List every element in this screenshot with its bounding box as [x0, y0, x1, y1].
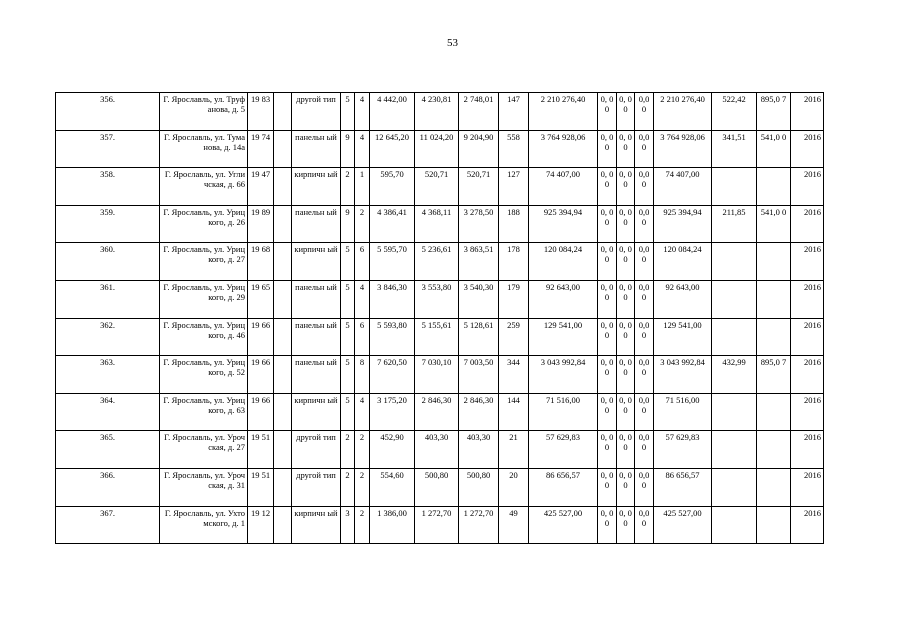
empty-cell	[274, 280, 292, 318]
area-total-cell: 554,60	[370, 468, 415, 506]
area-total-cell: 595,70	[370, 168, 415, 206]
fund-1-cell: 0, 0 0	[598, 205, 617, 243]
entrances-cell: 4	[355, 93, 370, 131]
floors-cell: 5	[341, 318, 355, 356]
tariff-cell	[757, 468, 791, 506]
residents-cell: 178	[499, 243, 529, 281]
tariff-cell	[757, 393, 791, 431]
row-number: 360.	[56, 243, 160, 281]
tariff-cell	[757, 243, 791, 281]
plan-year-cell: 2016	[791, 168, 824, 206]
address-cell: Г. Ярославль, ул. Труфанова, д. 5	[160, 93, 248, 131]
table-row	[56, 468, 824, 506]
cost-cell: 74 407,00	[529, 168, 598, 206]
rate-cell: 432,99	[712, 356, 757, 394]
build-year-cell: 19 66	[248, 393, 274, 431]
rate-cell	[712, 431, 757, 469]
area-residential-cell: 3 278,50	[459, 205, 499, 243]
table-row	[56, 205, 824, 243]
fund-2-cell: 0, 0 0	[617, 280, 635, 318]
wall-material-cell: другой тип	[292, 431, 341, 469]
area-living-cell: 5 155,61	[415, 318, 459, 356]
address-cell: Г. Ярославль, ул. Урицкого, д. 27	[160, 243, 248, 281]
wall-material-cell: панельн ый	[292, 356, 341, 394]
tariff-cell	[757, 506, 791, 544]
fund-3-cell: 0,0 0	[635, 431, 654, 469]
wall-material-cell: кирпичн ый	[292, 243, 341, 281]
build-year-cell: 19 12	[248, 506, 274, 544]
fund-3-cell: 0,0 0	[635, 93, 654, 131]
fund-2-cell: 0, 0 0	[617, 93, 635, 131]
fund-1-cell: 0, 0 0	[598, 280, 617, 318]
area-residential-cell: 2 748,01	[459, 93, 499, 131]
tariff-cell: 895,0 7	[757, 93, 791, 131]
address-cell: Г. Ярославль, ул. Урицкого, д. 29	[160, 280, 248, 318]
area-total-cell: 3 846,30	[370, 280, 415, 318]
cost-cell: 120 084,24	[529, 243, 598, 281]
area-living-cell: 500,80	[415, 468, 459, 506]
cost-total-cell: 71 516,00	[654, 393, 712, 431]
cost-total-cell: 129 541,00	[654, 318, 712, 356]
build-year-cell: 19 83	[248, 93, 274, 131]
rate-cell	[712, 168, 757, 206]
build-year-cell: 19 47	[248, 168, 274, 206]
fund-3-cell: 0,0 0	[635, 205, 654, 243]
area-total-cell: 3 175,20	[370, 393, 415, 431]
fund-2-cell: 0, 0 0	[617, 356, 635, 394]
floors-cell: 2	[341, 468, 355, 506]
tariff-cell	[757, 168, 791, 206]
cost-total-cell: 57 629,83	[654, 431, 712, 469]
area-residential-cell: 7 003,50	[459, 356, 499, 394]
area-living-cell: 2 846,30	[415, 393, 459, 431]
empty-cell	[274, 130, 292, 168]
empty-cell	[274, 468, 292, 506]
area-total-cell: 5 595,70	[370, 243, 415, 281]
entrances-cell: 4	[355, 280, 370, 318]
table-row	[56, 356, 824, 394]
cost-cell: 425 527,00	[529, 506, 598, 544]
empty-cell	[274, 393, 292, 431]
entrances-cell: 6	[355, 243, 370, 281]
entrances-cell: 4	[355, 393, 370, 431]
fund-1-cell: 0, 0 0	[598, 431, 617, 469]
cost-total-cell: 2 210 276,40	[654, 93, 712, 131]
entrances-cell: 2	[355, 205, 370, 243]
fund-3-cell: 0,0 0	[635, 468, 654, 506]
rate-cell	[712, 468, 757, 506]
cost-cell: 86 656,57	[529, 468, 598, 506]
area-living-cell: 520,71	[415, 168, 459, 206]
plan-year-cell: 2016	[791, 431, 824, 469]
cost-total-cell: 3 764 928,06	[654, 130, 712, 168]
fund-3-cell: 0,0 0	[635, 393, 654, 431]
fund-3-cell: 0,0 0	[635, 168, 654, 206]
fund-2-cell: 0, 0 0	[617, 431, 635, 469]
residents-cell: 147	[499, 93, 529, 131]
fund-2-cell: 0, 0 0	[617, 243, 635, 281]
area-residential-cell: 3 863,51	[459, 243, 499, 281]
cost-cell: 2 210 276,40	[529, 93, 598, 131]
fund-1-cell: 0, 0 0	[598, 318, 617, 356]
residents-cell: 144	[499, 393, 529, 431]
row-number: 366.	[56, 468, 160, 506]
row-number: 356.	[56, 93, 160, 131]
tariff-cell: 541,0 0	[757, 130, 791, 168]
fund-1-cell: 0, 0 0	[598, 506, 617, 544]
residents-cell: 20	[499, 468, 529, 506]
plan-year-cell: 2016	[791, 205, 824, 243]
fund-3-cell: 0,0 0	[635, 318, 654, 356]
area-living-cell: 11 024,20	[415, 130, 459, 168]
fund-3-cell: 0,0 0	[635, 130, 654, 168]
plan-year-cell: 2016	[791, 356, 824, 394]
plan-year-cell: 2016	[791, 506, 824, 544]
area-living-cell: 5 236,61	[415, 243, 459, 281]
empty-cell	[274, 93, 292, 131]
residents-cell: 188	[499, 205, 529, 243]
wall-material-cell: другой тип	[292, 93, 341, 131]
residents-cell: 49	[499, 506, 529, 544]
address-cell: Г. Ярославль, ул. Урицкого, д. 52	[160, 356, 248, 394]
cost-cell: 57 629,83	[529, 431, 598, 469]
address-cell: Г. Ярославль, ул. Туманова, д. 14а	[160, 130, 248, 168]
table-row	[56, 130, 824, 168]
cost-total-cell: 92 643,00	[654, 280, 712, 318]
tariff-cell	[757, 431, 791, 469]
residents-cell: 21	[499, 431, 529, 469]
housing-register-table	[55, 92, 824, 544]
row-number: 362.	[56, 318, 160, 356]
fund-3-cell: 0,0 0	[635, 506, 654, 544]
floors-cell: 5	[341, 280, 355, 318]
fund-1-cell: 0, 0 0	[598, 130, 617, 168]
entrances-cell: 2	[355, 431, 370, 469]
table-row	[56, 93, 824, 131]
entrances-cell: 2	[355, 468, 370, 506]
empty-cell	[274, 318, 292, 356]
fund-2-cell: 0, 0 0	[617, 468, 635, 506]
wall-material-cell: кирпичн ый	[292, 393, 341, 431]
build-year-cell: 19 51	[248, 468, 274, 506]
cost-cell: 3 043 992,84	[529, 356, 598, 394]
plan-year-cell: 2016	[791, 318, 824, 356]
cost-total-cell: 425 527,00	[654, 506, 712, 544]
wall-material-cell: панельн ый	[292, 130, 341, 168]
rate-cell	[712, 393, 757, 431]
fund-1-cell: 0, 0 0	[598, 243, 617, 281]
cost-total-cell: 3 043 992,84	[654, 356, 712, 394]
floors-cell: 9	[341, 205, 355, 243]
rate-cell	[712, 243, 757, 281]
rate-cell	[712, 280, 757, 318]
build-year-cell: 19 65	[248, 280, 274, 318]
area-living-cell: 4 368,11	[415, 205, 459, 243]
address-cell: Г. Ярославль, ул. Урочская, д. 27	[160, 431, 248, 469]
area-living-cell: 3 553,80	[415, 280, 459, 318]
page-number: 53	[447, 37, 458, 49]
area-living-cell: 4 230,81	[415, 93, 459, 131]
area-living-cell: 7 030,10	[415, 356, 459, 394]
fund-3-cell: 0,0 0	[635, 280, 654, 318]
row-number: 363.	[56, 356, 160, 394]
area-total-cell: 5 593,80	[370, 318, 415, 356]
table-row	[56, 506, 824, 544]
row-number: 359.	[56, 205, 160, 243]
row-number: 357.	[56, 130, 160, 168]
row-number: 361.	[56, 280, 160, 318]
empty-cell	[274, 356, 292, 394]
build-year-cell: 19 89	[248, 205, 274, 243]
rate-cell: 522,42	[712, 93, 757, 131]
rate-cell: 341,51	[712, 130, 757, 168]
fund-2-cell: 0, 0 0	[617, 168, 635, 206]
tariff-cell: 895,0 7	[757, 356, 791, 394]
floors-cell: 5	[341, 93, 355, 131]
fund-2-cell: 0, 0 0	[617, 506, 635, 544]
tariff-cell	[757, 318, 791, 356]
address-cell: Г. Ярославль, ул. Урочская, д. 31	[160, 468, 248, 506]
build-year-cell: 19 66	[248, 356, 274, 394]
cost-cell: 925 394,94	[529, 205, 598, 243]
entrances-cell: 4	[355, 130, 370, 168]
floors-cell: 9	[341, 130, 355, 168]
plan-year-cell: 2016	[791, 468, 824, 506]
tariff-cell	[757, 280, 791, 318]
build-year-cell: 19 74	[248, 130, 274, 168]
plan-year-cell: 2016	[791, 243, 824, 281]
floors-cell: 2	[341, 431, 355, 469]
wall-material-cell: кирпичн ый	[292, 506, 341, 544]
area-total-cell: 452,90	[370, 431, 415, 469]
plan-year-cell: 2016	[791, 393, 824, 431]
fund-2-cell: 0, 0 0	[617, 205, 635, 243]
fund-3-cell: 0,0 0	[635, 356, 654, 394]
entrances-cell: 2	[355, 506, 370, 544]
fund-2-cell: 0, 0 0	[617, 130, 635, 168]
floors-cell: 2	[341, 168, 355, 206]
area-residential-cell: 5 128,61	[459, 318, 499, 356]
rate-cell	[712, 318, 757, 356]
empty-cell	[274, 506, 292, 544]
rate-cell: 211,85	[712, 205, 757, 243]
address-cell: Г. Ярославль, ул. Урицкого, д. 26	[160, 205, 248, 243]
plan-year-cell: 2016	[791, 130, 824, 168]
residents-cell: 179	[499, 280, 529, 318]
residents-cell: 259	[499, 318, 529, 356]
floors-cell: 5	[341, 243, 355, 281]
empty-cell	[274, 431, 292, 469]
fund-1-cell: 0, 0 0	[598, 168, 617, 206]
fund-1-cell: 0, 0 0	[598, 356, 617, 394]
empty-cell	[274, 168, 292, 206]
empty-cell	[274, 205, 292, 243]
cost-cell: 92 643,00	[529, 280, 598, 318]
cost-total-cell: 925 394,94	[654, 205, 712, 243]
table-row	[56, 168, 824, 206]
area-total-cell: 12 645,20	[370, 130, 415, 168]
table-row	[56, 431, 824, 469]
wall-material-cell: панельн ый	[292, 280, 341, 318]
floors-cell: 5	[341, 356, 355, 394]
area-residential-cell: 2 846,30	[459, 393, 499, 431]
wall-material-cell: другой тип	[292, 468, 341, 506]
row-number: 365.	[56, 431, 160, 469]
area-residential-cell: 9 204,90	[459, 130, 499, 168]
address-cell: Г. Ярославль, ул. Урицкого, д. 46	[160, 318, 248, 356]
residents-cell: 558	[499, 130, 529, 168]
residents-cell: 344	[499, 356, 529, 394]
area-total-cell: 1 386,00	[370, 506, 415, 544]
area-total-cell: 4 442,00	[370, 93, 415, 131]
cost-total-cell: 74 407,00	[654, 168, 712, 206]
area-living-cell: 403,30	[415, 431, 459, 469]
table-row	[56, 280, 824, 318]
fund-1-cell: 0, 0 0	[598, 393, 617, 431]
cost-cell: 3 764 928,06	[529, 130, 598, 168]
floors-cell: 3	[341, 506, 355, 544]
table-row	[56, 393, 824, 431]
area-residential-cell: 520,71	[459, 168, 499, 206]
rate-cell	[712, 506, 757, 544]
fund-3-cell: 0,0 0	[635, 243, 654, 281]
address-cell: Г. Ярославль, ул. Урицкого, д. 63	[160, 393, 248, 431]
build-year-cell: 19 51	[248, 431, 274, 469]
area-residential-cell: 403,30	[459, 431, 499, 469]
row-number: 367.	[56, 506, 160, 544]
cost-cell: 129 541,00	[529, 318, 598, 356]
fund-1-cell: 0, 0 0	[598, 93, 617, 131]
table-row	[56, 318, 824, 356]
cost-cell: 71 516,00	[529, 393, 598, 431]
wall-material-cell: кирпичн ый	[292, 168, 341, 206]
area-residential-cell: 500,80	[459, 468, 499, 506]
residents-cell: 127	[499, 168, 529, 206]
wall-material-cell: панельн ый	[292, 205, 341, 243]
area-total-cell: 7 620,50	[370, 356, 415, 394]
build-year-cell: 19 68	[248, 243, 274, 281]
plan-year-cell: 2016	[791, 280, 824, 318]
table-row	[56, 243, 824, 281]
area-residential-cell: 1 272,70	[459, 506, 499, 544]
entrances-cell: 6	[355, 318, 370, 356]
fund-2-cell: 0, 0 0	[617, 393, 635, 431]
row-number: 358.	[56, 168, 160, 206]
wall-material-cell: панельн ый	[292, 318, 341, 356]
area-total-cell: 4 386,41	[370, 205, 415, 243]
area-residential-cell: 3 540,30	[459, 280, 499, 318]
fund-2-cell: 0, 0 0	[617, 318, 635, 356]
address-cell: Г. Ярославль, ул. Ухтомского, д. 1	[160, 506, 248, 544]
entrances-cell: 8	[355, 356, 370, 394]
build-year-cell: 19 66	[248, 318, 274, 356]
fund-1-cell: 0, 0 0	[598, 468, 617, 506]
area-living-cell: 1 272,70	[415, 506, 459, 544]
floors-cell: 5	[341, 393, 355, 431]
empty-cell	[274, 243, 292, 281]
tariff-cell: 541,0 0	[757, 205, 791, 243]
entrances-cell: 1	[355, 168, 370, 206]
plan-year-cell: 2016	[791, 93, 824, 131]
cost-total-cell: 86 656,57	[654, 468, 712, 506]
address-cell: Г. Ярославль, ул. Угличская, д. 66	[160, 168, 248, 206]
row-number: 364.	[56, 393, 160, 431]
cost-total-cell: 120 084,24	[654, 243, 712, 281]
